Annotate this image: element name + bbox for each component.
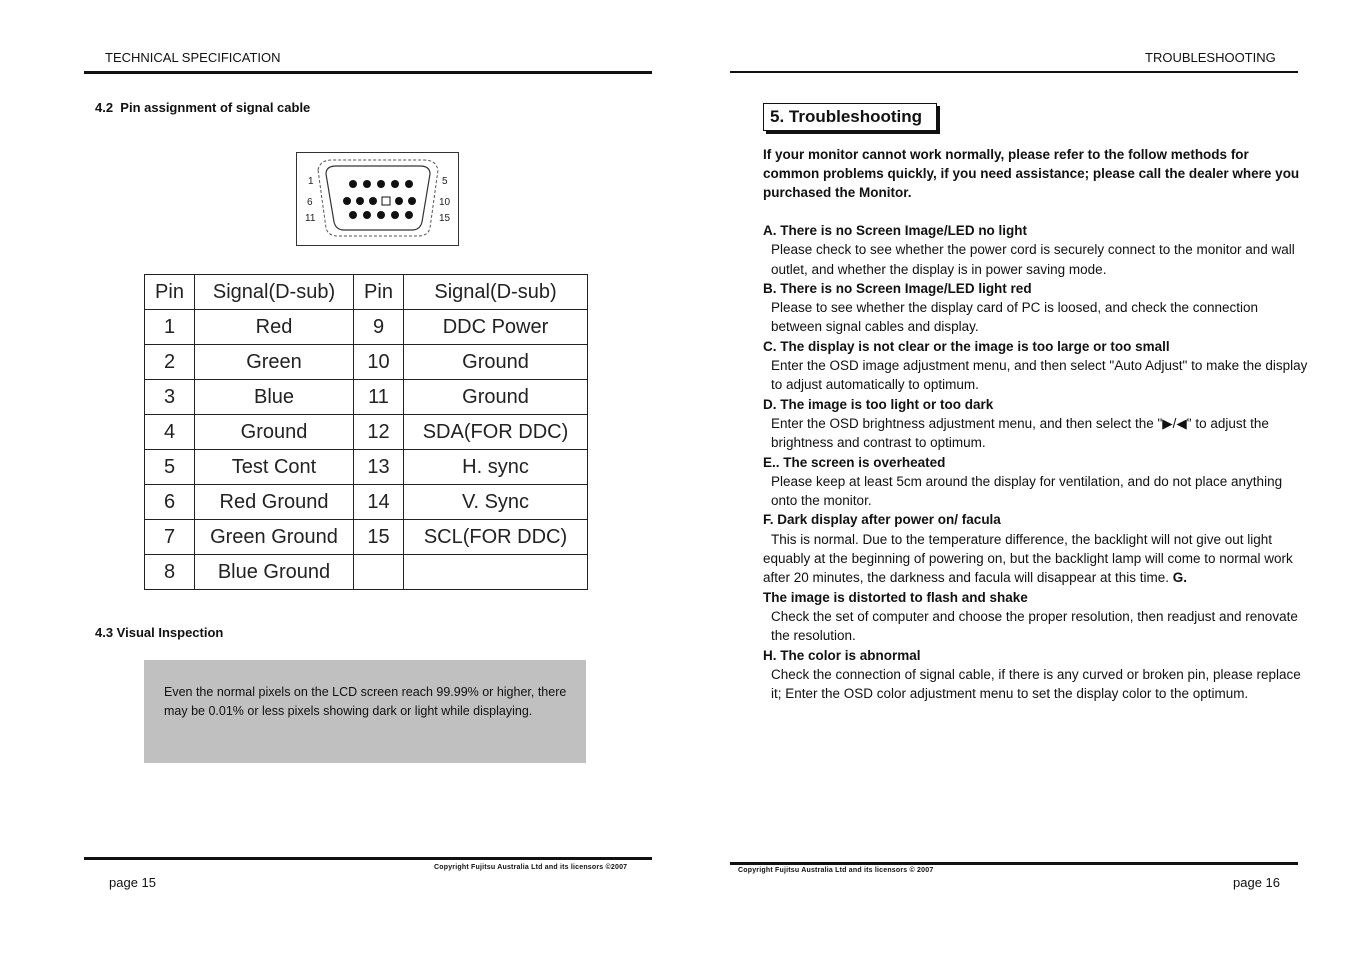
table-cell: 8 — [145, 555, 195, 590]
table-cell: 2 — [145, 345, 195, 380]
pin-assignment-heading: 4.2 Pin assignment of signal cable — [95, 100, 311, 115]
right-footer-rule — [730, 862, 1298, 865]
item-d-question: D. The image is too light or too dark — [763, 396, 994, 412]
table-cell: Blue Ground — [195, 555, 354, 590]
table-cell: 14 — [354, 485, 404, 520]
header-cell: Pin — [354, 275, 404, 310]
pin-label-6: 6 — [307, 197, 313, 208]
table-cell: Green Ground — [195, 520, 354, 555]
table-cell: Blue — [195, 380, 354, 415]
header-cell: Pin — [145, 275, 195, 310]
visual-inspection-heading: 4.3 Visual Inspection — [95, 625, 224, 640]
item-c-answer: Enter the OSD image adjustment menu, and then select "Auto Adjust" to make the display to adjust automatically to optimum. — [771, 358, 1308, 393]
item-b-question: B. There is no Screen Image/LED light red — [763, 280, 1032, 296]
pin-label-11: 11 — [305, 213, 316, 224]
left-page-header: TECHNICAL SPECIFICATION — [105, 50, 281, 65]
table-row — [145, 485, 588, 520]
item-c-question: C. The display is not clear or the image is too large or too small — [763, 338, 1170, 354]
item-f-answer-text: This is normal. Due to the temperature difference, the backlight will not give out light equably at the beginning of powering on, but the backlight lamp will come to normal work after 20 minutes, the darkness and facula will disappear at this time. — [763, 531, 1293, 586]
table-cell: Ground — [404, 345, 588, 380]
left-header-rule — [84, 71, 652, 74]
table-cell: Red — [195, 310, 354, 345]
troubleshooting-intro: If your monitor cannot work normally, please refer to the follow methods for common problems quickly, if you need assistance; please call the dealer where you purchased the Monitor. — [763, 147, 1300, 200]
pin-assignment-table — [144, 274, 588, 590]
dsub-connector-diagram — [296, 152, 459, 246]
left-copyright: Copyright Fujitsu Australia Ltd and its licensors ©2007 — [434, 864, 628, 871]
table-cell: 9 — [354, 310, 404, 345]
table-row — [145, 310, 588, 345]
table-cell: V. Sync — [404, 485, 588, 520]
item-h-answer: Check the connection of signal cable, if there is any curved or broken pin, please replace it; Enter the OSD color adjustment menu to set the display color to the optimum. — [771, 666, 1301, 702]
table-cell: Test Cont — [195, 450, 354, 485]
pin-label-15: 15 — [439, 213, 451, 224]
item-b-answer: Please to see whether the display card of PC is loosed, and check the connection between signal cables and display. — [771, 300, 1259, 335]
table-cell: 3 — [145, 380, 195, 415]
troubleshooting-list — [763, 221, 1308, 703]
visual-inspection-text: Even the normal pixels on the LCD screen reach 99.99% or higher, there may be 0.01% or less pixels showing dark or light while displaying. — [164, 685, 567, 718]
table-row — [145, 345, 588, 380]
item-f-question: F. Dark display after power on/ facula — [763, 512, 1001, 528]
right-page-header: TROUBLESHOOTING — [1145, 50, 1276, 65]
table-cell — [404, 555, 588, 590]
troubleshooting-title: 5. Troubleshooting — [770, 107, 923, 126]
table-cell — [354, 555, 404, 590]
table-cell: Ground — [404, 380, 588, 415]
table-cell: 12 — [354, 415, 404, 450]
table-row — [145, 555, 588, 590]
table-cell: 10 — [354, 345, 404, 380]
item-a-answer: Please check to see whether the power cord is securely connect to the monitor and wall outlet, and whether the display is in power saving mode. — [771, 242, 1295, 277]
table-cell: 7 — [145, 520, 195, 555]
table-row — [145, 380, 588, 415]
right-header-rule — [730, 71, 1298, 73]
pin-label-5: 5 — [442, 176, 448, 187]
table-cell: Ground — [195, 415, 354, 450]
table-row — [145, 520, 588, 555]
table-row — [145, 450, 588, 485]
table-cell: SDA(FOR DDC) — [404, 415, 588, 450]
item-d-answer: Enter the OSD brightness adjustment menu, and then select the "▶/◀" to adjust the brightness and contrast to optimum. — [771, 415, 1269, 451]
table-row — [145, 415, 588, 450]
table-cell: H. sync — [404, 450, 588, 485]
table-cell: SCL(FOR DDC) — [404, 520, 588, 555]
table-cell: 13 — [354, 450, 404, 485]
table-cell: 11 — [354, 380, 404, 415]
pin-label-10: 10 — [439, 197, 451, 208]
item-f-answer — [763, 530, 1308, 588]
item-g-question: The image is distorted to flash and shake — [763, 589, 1028, 605]
troubleshooting-title-box — [763, 103, 937, 131]
visual-inspection-box — [144, 660, 586, 763]
table-cell: 6 — [145, 485, 195, 520]
table-header-row — [145, 275, 588, 310]
header-cell: Signal(D-sub) — [404, 275, 588, 310]
table-cell: 5 — [145, 450, 195, 485]
item-g-answer: Check the set of computer and choose the proper resolution, then readjust and renovate the resolution. — [771, 608, 1298, 644]
table-cell: 1 — [145, 310, 195, 345]
item-h-question: H. The color is abnormal — [763, 647, 921, 663]
item-a-question: A. There is no Screen Image/LED no light — [763, 223, 1028, 238]
table-cell: Red Ground — [195, 485, 354, 520]
table-cell: 4 — [145, 415, 195, 450]
right-copyright: Copyright Fujitsu Australia Ltd and its licensors © 2007 — [738, 867, 934, 874]
right-page-number: page 16 — [1233, 875, 1280, 890]
item-g-label: G. — [1172, 570, 1187, 586]
table-cell: DDC Power — [404, 310, 588, 345]
item-e-answer: Please keep at least 5cm around the display for ventilation, and do not place anything onto the monitor. — [771, 473, 1283, 509]
left-page-number: page 15 — [109, 875, 156, 890]
left-footer-rule — [84, 857, 652, 860]
table-cell: Green — [195, 345, 354, 380]
header-cell: Signal(D-sub) — [195, 275, 354, 310]
pin-label-1: 1 — [308, 176, 314, 187]
table-cell: 15 — [354, 520, 404, 555]
item-e-question: E.. The screen is overheated — [763, 454, 946, 470]
